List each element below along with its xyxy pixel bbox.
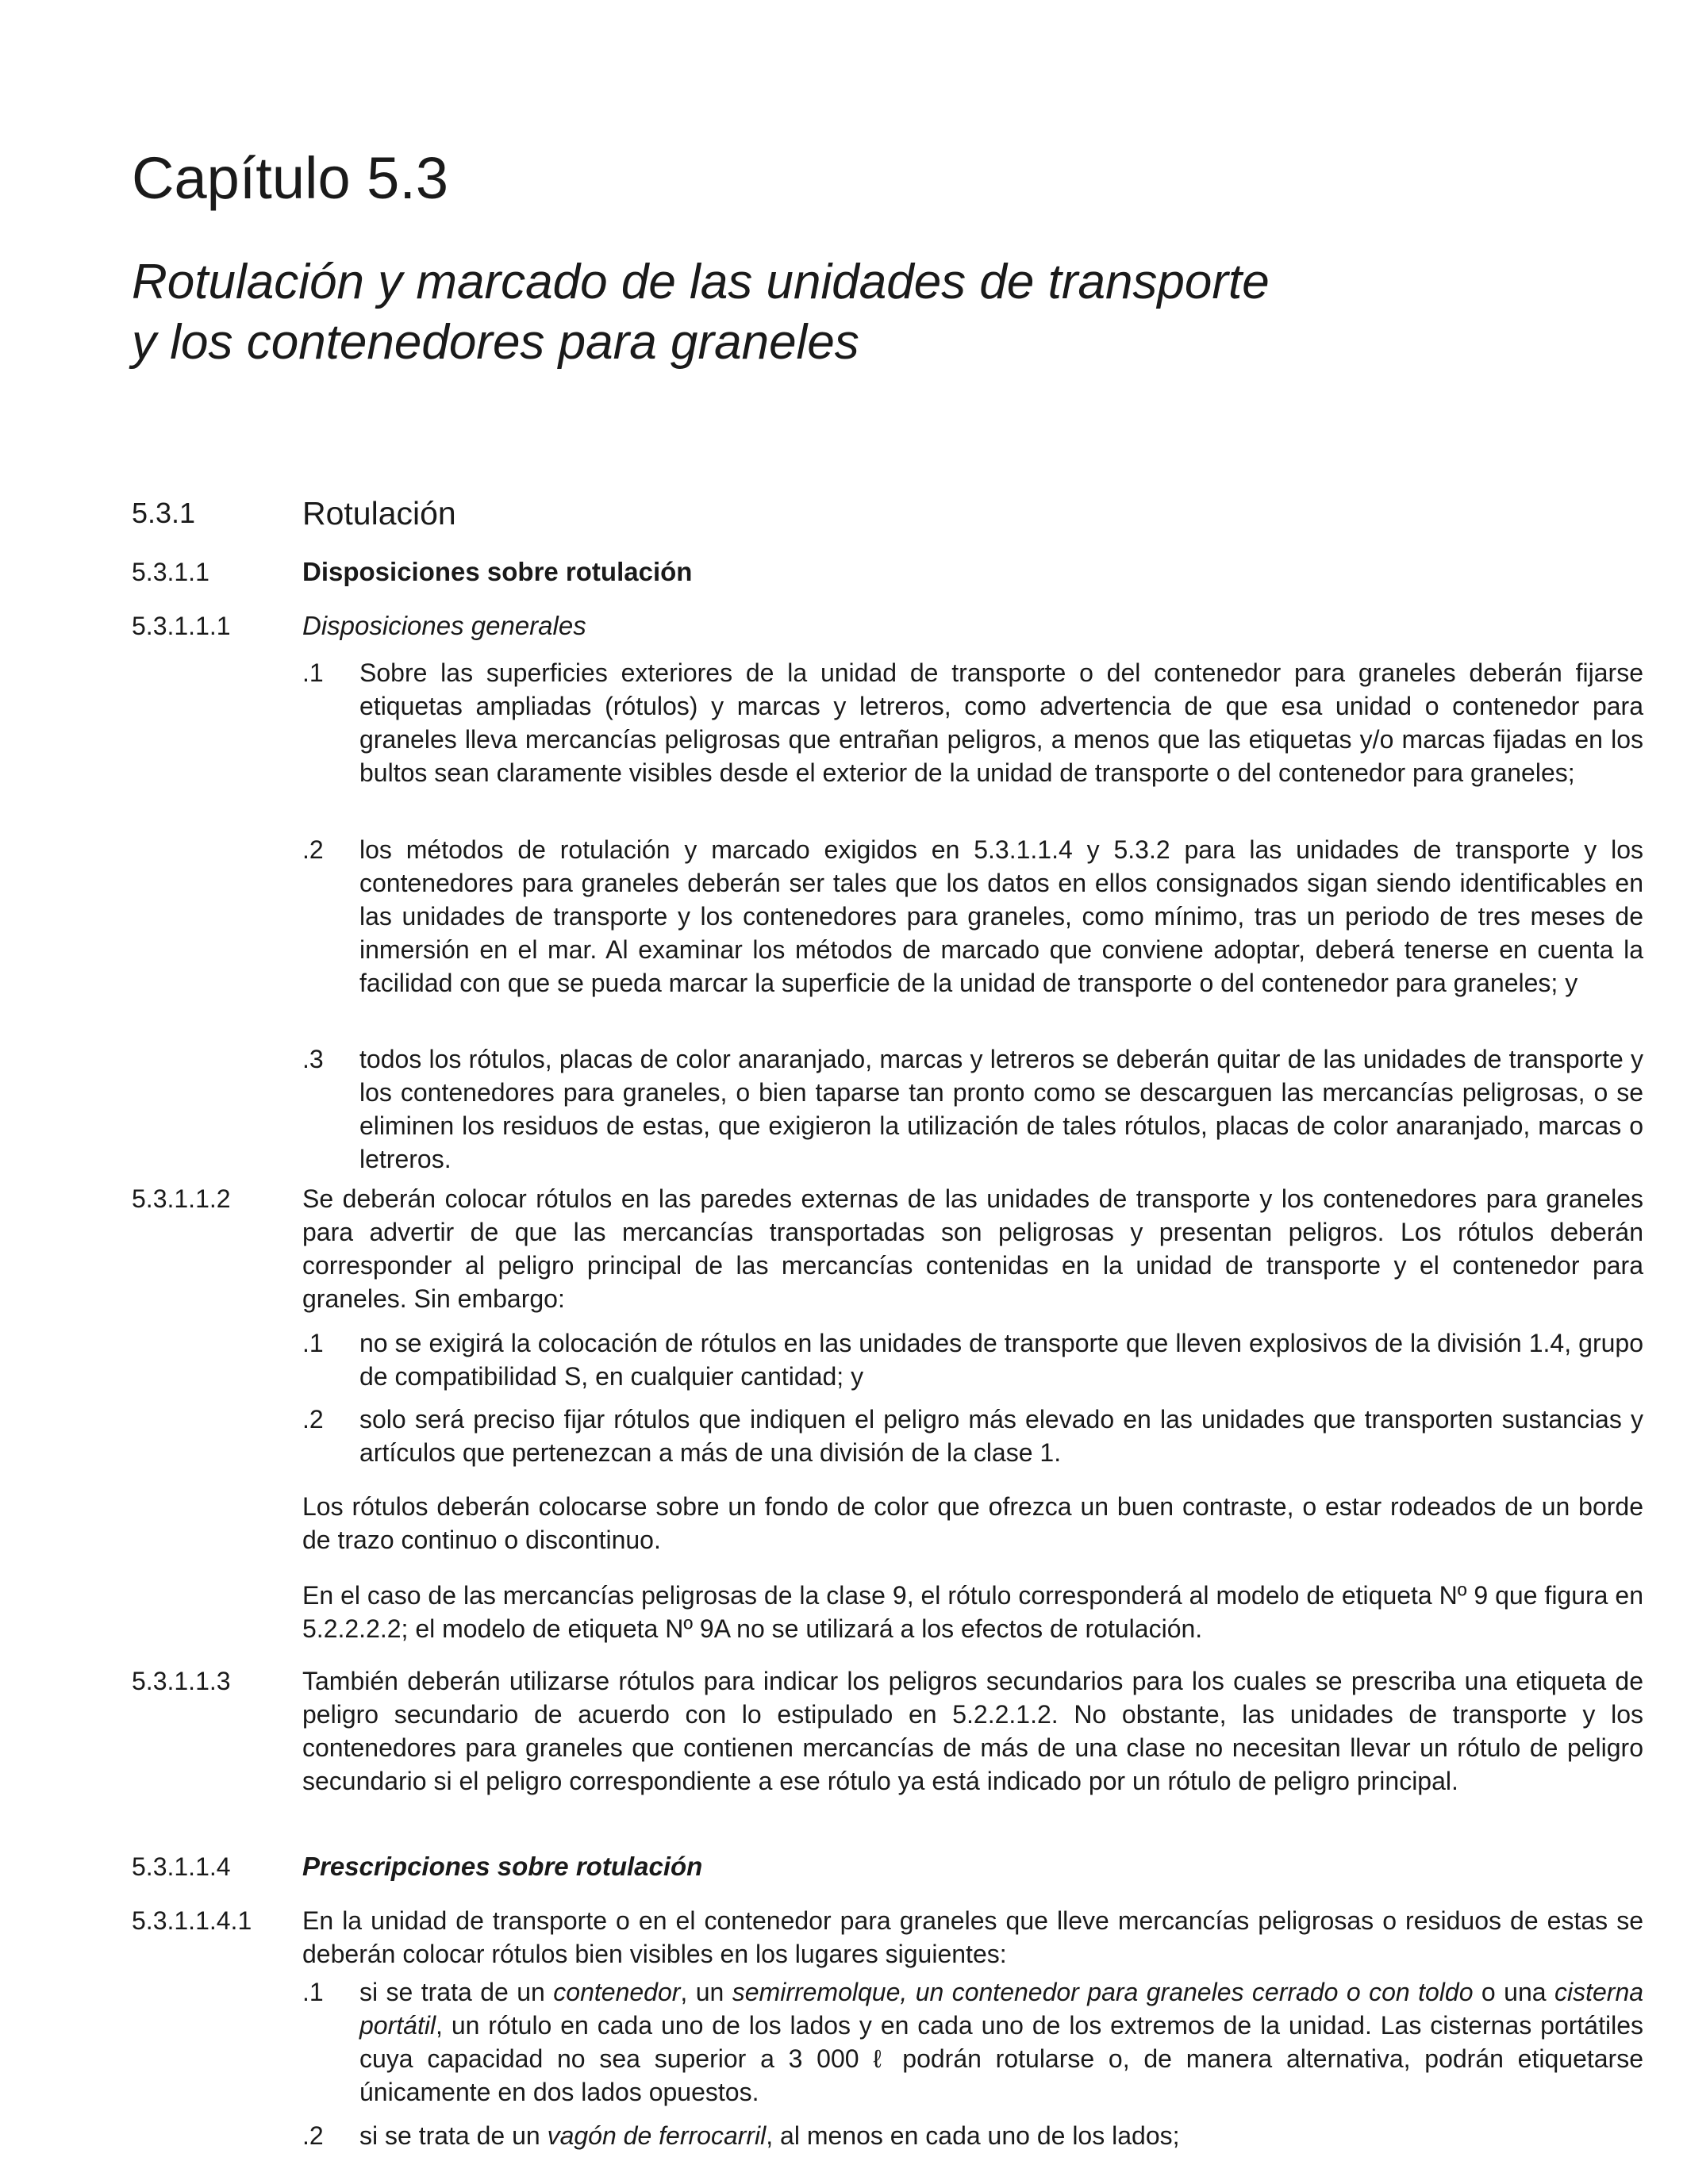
section-heading: Disposiciones sobre rotulación xyxy=(302,557,693,586)
paragraph: En el caso de las mercancías peligrosas de la clase 9, el rótulo corresponderá al modelo de etiqueta Nº 9 que figura en 5.2.2.2.2; el modelo de etiqueta Nº 9A no se utilizará a los efectos de rotulación. xyxy=(302,1581,1643,1643)
list-item-number: .1 xyxy=(302,1329,324,1357)
list-item-number: .1 xyxy=(302,1978,324,2006)
list-item-text: solo será preciso fijar rótulos que indiquen el peligro más elevado en las unidades que transporten sustancias y artículos que pertenezcan a más de una división de la clase 1. xyxy=(359,1405,1643,1467)
chapter-subtitle-line1: Rotulación y marcado de las unidades de transporte xyxy=(132,255,1270,309)
section-number: 5.3.1 xyxy=(132,497,196,529)
list-item-number: .2 xyxy=(302,1405,324,1434)
chapter-subtitle xyxy=(132,252,1624,373)
paragraph: Se deberán colocar rótulos en las paredes externas de las unidades de transporte y los contenedores para graneles para advertir de que las mercancías transportadas son peligrosas y presentan peligros. Los rótulos deberán corresponder al peligro principal de las mercancías contenidas en la unidad de transporte y el contenedor para graneles. Sin embargo: xyxy=(302,1184,1643,1313)
paragraph: Los rótulos deberán colocarse sobre un fondo de color que ofrezca un buen contraste, o estar rodeados de un borde de trazo continuo o discontinuo. xyxy=(302,1492,1643,1554)
section-number: 5.3.1.1.3 xyxy=(132,1667,231,1695)
list-item-text: todos los rótulos, placas de color anaranjado, marcas y letreros se deberán quitar de las unidades de transporte y los contenedores para graneles, o bien taparse tan pronto como se descarguen las mercancías peligrosas, o se eliminen los residuos de estas, que exigieron la utilización de tales rótulos, placas de color anaranjado, marcas o letreros. xyxy=(359,1045,1643,1173)
list-item-text: si se trata de un contenedor, un semirremolque, un contenedor para graneles cerrado o con toldo o una cisterna portátil, un rótulo en cada uno de los lados y en cada uno de los extremos de la unidad. Las cisternas portátiles cuya capacidad no sea superior a 3 000 ℓ podrán rotularse o, de manera alternativa, podrán etiquetarse únicamente en dos lados opuestos. xyxy=(359,1978,1644,2106)
section-heading: Disposiciones generales xyxy=(302,611,586,640)
list-item-text: si se trata de un vagón de ferrocarril, al menos en cada uno de los lados; xyxy=(359,2121,1180,2150)
list-item-number: .3 xyxy=(302,1045,324,1073)
list-item-number: .1 xyxy=(302,658,324,687)
list-item-text: Sobre las superficies exteriores de la unidad de transporte o del contenedor para graneles deberán fijarse etiquetas ampliadas (rótulos) y marcas y letreros, como advertencia de que esa unidad o contenedor para graneles lleva mercancías peligrosas que entrañan peligros, a menos que las etiquetas y/o marcas fijadas en los bultos sean claramente visibles desde el exterior de la unidad de transporte o del contenedor para graneles; xyxy=(359,658,1643,787)
paragraph: En la unidad de transporte o en el contenedor para graneles que lleve mercancías peligrosas o residuos de estas se deberán colocar rótulos bien visibles en los lugares siguientes: xyxy=(302,1906,1643,1968)
section-heading: Rotulación xyxy=(302,495,456,532)
section-number: 5.3.1.1 xyxy=(132,558,209,586)
chapter-title: Capítulo 5.3 xyxy=(132,145,449,211)
chapter-subtitle-line2: y los contenedores para graneles xyxy=(132,315,859,370)
section-number: 5.3.1.1.4 xyxy=(132,1852,231,1881)
list-item-number: .2 xyxy=(302,835,324,864)
list-item-text: no se exigirá la colocación de rótulos en las unidades de transporte que lleven explosivos de la división 1.4, grupo de compatibilidad S, en cualquier cantidad; y xyxy=(359,1329,1643,1391)
section-number: 5.3.1.1.4.1 xyxy=(132,1906,252,1935)
section-number: 5.3.1.1.2 xyxy=(132,1184,231,1213)
paragraph: También deberán utilizarse rótulos para indicar los peligros secundarios para los cuales se prescriba una etiqueta de peligro secundario de acuerdo con lo estipulado en 5.2.2.1.2. No obstante, las unidades de transporte y los contenedores para graneles que contienen mercancías de más de una clase no necesitan llevar un rótulo de peligro secundario si el peligro correspondiente a ese rótulo ya está indicado por un rótulo de peligro principal. xyxy=(302,1667,1643,1795)
section-number: 5.3.1.1.1 xyxy=(132,612,231,640)
list-item-number: .2 xyxy=(302,2121,324,2150)
section-heading: Prescripciones sobre rotulación xyxy=(302,1852,703,1881)
list-item-text: los métodos de rotulación y marcado exigidos en 5.3.1.1.4 y 5.3.2 para las unidades de transporte y los contenedores para graneles deberán ser tales que los datos en ellos consignados sigan siendo identificables en las unidades de transporte y los contenedores para graneles, como mínimo, tras un periodo de tres meses de inmersión en el mar. Al examinar los métodos de marcado que conviene adoptar, deberá tenerse en cuenta la facilidad con que se pueda marcar la superficie de la unidad de transporte o del contenedor para graneles; y xyxy=(359,835,1643,997)
